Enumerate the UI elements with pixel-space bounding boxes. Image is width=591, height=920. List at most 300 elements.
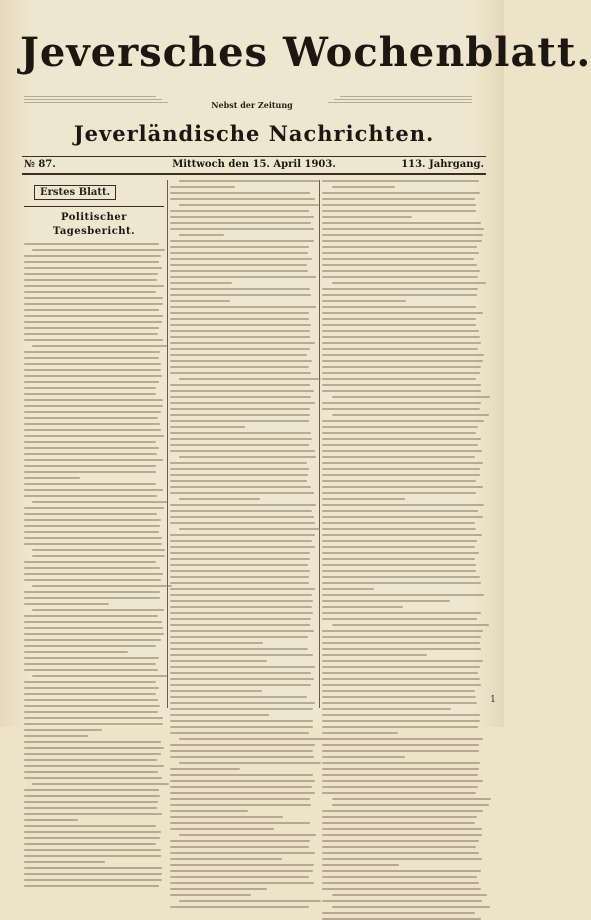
text-line xyxy=(24,102,168,103)
issue-line xyxy=(24,158,484,172)
text-line xyxy=(170,732,309,734)
text-line xyxy=(170,588,315,590)
text-line xyxy=(322,432,476,434)
rule-bottom xyxy=(22,173,486,175)
text-line xyxy=(24,261,159,263)
text-line xyxy=(170,414,310,416)
text-line xyxy=(24,771,158,773)
text-line xyxy=(170,258,312,260)
text-line xyxy=(170,624,310,626)
issue-year: 113. Jahrgang. xyxy=(401,159,484,170)
text-line xyxy=(170,450,315,452)
text-line xyxy=(24,465,156,467)
text-line xyxy=(24,657,159,659)
text-line xyxy=(24,603,109,605)
text-line xyxy=(32,783,169,785)
text-line xyxy=(170,324,311,326)
text-line xyxy=(170,540,312,542)
text-line xyxy=(170,570,310,572)
text-line xyxy=(170,270,308,272)
text-line xyxy=(170,870,313,872)
text-line xyxy=(179,180,319,182)
text-line xyxy=(24,477,80,479)
text-line xyxy=(24,579,161,581)
text-line xyxy=(170,858,282,860)
text-line xyxy=(24,693,156,695)
text-line xyxy=(170,798,310,800)
text-line xyxy=(170,522,315,524)
text-line xyxy=(322,312,483,314)
text-line xyxy=(170,504,316,506)
text-line xyxy=(170,708,313,710)
text-line xyxy=(170,216,314,218)
text-line xyxy=(322,750,479,752)
text-line xyxy=(322,240,482,242)
text-line xyxy=(170,360,312,362)
text-line xyxy=(170,210,309,212)
text-line xyxy=(322,588,374,590)
text-line xyxy=(24,489,163,491)
text-line xyxy=(170,468,309,470)
text-line xyxy=(170,654,313,656)
text-line xyxy=(332,396,490,398)
text-line xyxy=(322,870,481,872)
text-line xyxy=(332,282,486,284)
text-line xyxy=(170,198,315,200)
text-line xyxy=(32,585,172,587)
text-line xyxy=(322,486,483,488)
text-line xyxy=(170,648,308,650)
text-line xyxy=(322,888,481,890)
text-line xyxy=(24,723,163,725)
text-line xyxy=(170,780,315,782)
text-line xyxy=(322,600,450,602)
text-line xyxy=(179,900,321,902)
text-line xyxy=(24,591,160,593)
text-line xyxy=(24,303,163,305)
text-line xyxy=(24,495,157,497)
text-line xyxy=(170,546,315,548)
text-line xyxy=(322,450,482,452)
text-line xyxy=(24,843,156,845)
text-line xyxy=(170,474,308,476)
page-number: 1 xyxy=(490,695,496,705)
text-line xyxy=(322,234,483,236)
text-line xyxy=(24,621,162,623)
text-line xyxy=(24,807,157,809)
text-line xyxy=(24,681,156,683)
article-text xyxy=(170,180,316,908)
text-line xyxy=(322,900,482,902)
text-line xyxy=(170,330,310,332)
text-line xyxy=(170,558,310,560)
text-line xyxy=(170,366,309,368)
text-line xyxy=(170,720,313,722)
text-line xyxy=(322,570,476,572)
text-line xyxy=(179,234,224,236)
text-line xyxy=(170,774,313,776)
text-line xyxy=(322,198,475,200)
text-line xyxy=(170,228,314,230)
text-line xyxy=(170,192,310,194)
text-line xyxy=(322,822,475,824)
text-line xyxy=(322,582,481,584)
text-line xyxy=(170,252,308,254)
text-line xyxy=(322,558,475,560)
text-line xyxy=(322,330,479,332)
text-line xyxy=(24,393,156,395)
text-line xyxy=(322,528,476,530)
text-line xyxy=(322,546,475,548)
text-line xyxy=(322,606,403,608)
text-line xyxy=(322,660,483,662)
text-line xyxy=(322,564,476,566)
text-line xyxy=(24,429,161,431)
text-line xyxy=(322,492,476,494)
text-line xyxy=(322,180,479,182)
text-line xyxy=(24,483,156,485)
text-line xyxy=(322,882,479,884)
text-line xyxy=(24,291,156,293)
text-line xyxy=(322,288,478,290)
text-line xyxy=(24,285,164,287)
text-line xyxy=(322,672,478,674)
text-line xyxy=(24,813,162,815)
text-line xyxy=(322,228,484,230)
column-separator xyxy=(167,180,168,708)
text-line xyxy=(170,786,312,788)
text-line xyxy=(170,606,312,608)
text-line xyxy=(170,876,309,878)
text-line xyxy=(170,636,308,638)
text-line xyxy=(24,531,159,533)
text-line xyxy=(170,582,309,584)
text-line xyxy=(322,390,481,392)
text-line xyxy=(322,684,481,686)
text-line xyxy=(24,687,159,689)
text-line xyxy=(24,417,158,419)
supplement-note: Nebst der Zeitung xyxy=(211,100,293,110)
text-line xyxy=(170,492,314,494)
text-line xyxy=(24,279,157,281)
text-line xyxy=(24,669,158,671)
text-line xyxy=(170,792,315,794)
text-line xyxy=(24,729,102,731)
text-line xyxy=(24,333,158,335)
text-line xyxy=(322,408,480,410)
text-line xyxy=(24,399,163,401)
text-line xyxy=(24,315,163,317)
text-line xyxy=(24,309,159,311)
text-line xyxy=(24,513,157,515)
text-line xyxy=(170,714,269,716)
text-line xyxy=(24,645,156,647)
text-line xyxy=(179,378,322,380)
rule-top xyxy=(22,156,486,157)
text-line xyxy=(24,651,128,653)
text-line xyxy=(24,735,88,737)
text-line xyxy=(24,471,156,473)
advertising-info xyxy=(322,96,472,105)
text-line xyxy=(24,663,156,665)
text-line xyxy=(170,744,315,746)
text-line xyxy=(24,381,159,383)
text-line xyxy=(170,750,313,752)
text-line xyxy=(170,420,309,422)
text-line xyxy=(24,789,159,791)
text-line xyxy=(24,507,164,509)
text-line xyxy=(332,906,490,908)
text-line xyxy=(170,462,307,464)
text-line xyxy=(24,777,162,779)
text-line xyxy=(24,453,157,455)
column-1 xyxy=(24,180,164,710)
text-line xyxy=(322,246,477,248)
text-line xyxy=(24,831,161,833)
text-line xyxy=(322,816,477,818)
text-line xyxy=(322,696,476,698)
text-line xyxy=(322,336,480,338)
text-line xyxy=(322,378,476,380)
text-line xyxy=(170,726,313,728)
text-line xyxy=(24,819,78,821)
text-line xyxy=(170,438,312,440)
text-line xyxy=(322,360,483,362)
text-line xyxy=(24,639,161,641)
text-line xyxy=(170,894,251,896)
text-line xyxy=(24,273,158,275)
text-line xyxy=(170,402,315,404)
text-line xyxy=(322,726,478,728)
text-line xyxy=(24,321,162,323)
text-line xyxy=(170,384,310,386)
text-line xyxy=(32,675,168,677)
text-line xyxy=(24,711,158,713)
text-line xyxy=(322,264,477,266)
text-line xyxy=(170,576,309,578)
text-line xyxy=(322,540,477,542)
text-line xyxy=(322,192,480,194)
text-line xyxy=(24,339,163,341)
text-line xyxy=(24,885,159,887)
text-line xyxy=(170,696,307,698)
text-line xyxy=(322,306,476,308)
text-line xyxy=(179,456,317,458)
text-line xyxy=(170,534,315,536)
issue-date: Mittwoch den 15. April 1903. xyxy=(172,159,336,170)
text-line xyxy=(24,765,164,767)
text-line xyxy=(322,654,427,656)
text-line xyxy=(24,411,161,413)
text-line xyxy=(322,630,483,632)
text-line xyxy=(322,420,484,422)
section-badge: Erstes Blatt. xyxy=(34,185,116,200)
text-line xyxy=(179,528,321,530)
text-line xyxy=(24,861,105,863)
text-line xyxy=(170,684,311,686)
text-line xyxy=(322,768,479,770)
text-line xyxy=(322,300,406,302)
text-line xyxy=(24,759,157,761)
text-line xyxy=(340,96,472,97)
text-line xyxy=(170,882,314,884)
text-line xyxy=(24,747,164,749)
text-line xyxy=(170,300,230,302)
text-line xyxy=(322,510,478,512)
text-line xyxy=(24,99,162,100)
text-line xyxy=(334,99,472,100)
text-line xyxy=(24,387,156,389)
text-line xyxy=(170,372,311,374)
text-line xyxy=(322,834,482,836)
text-line xyxy=(322,522,475,524)
text-line xyxy=(332,624,489,626)
text-line xyxy=(170,642,263,644)
text-line xyxy=(179,738,323,740)
text-line xyxy=(170,480,307,482)
text-line xyxy=(170,264,307,266)
text-line xyxy=(322,786,478,788)
text-line xyxy=(322,774,478,776)
text-line xyxy=(322,342,481,344)
text-line xyxy=(170,342,315,344)
text-line xyxy=(170,612,313,614)
text-line xyxy=(322,792,476,794)
text-line xyxy=(322,534,482,536)
subscription-info xyxy=(24,96,174,105)
text-line xyxy=(170,678,314,680)
text-line xyxy=(322,876,477,878)
text-line xyxy=(170,666,315,668)
text-line xyxy=(24,405,163,407)
text-line xyxy=(322,720,480,722)
text-line xyxy=(170,222,311,224)
text-line xyxy=(322,552,479,554)
text-line xyxy=(332,414,489,416)
text-line xyxy=(170,804,311,806)
text-line xyxy=(24,597,160,599)
text-line xyxy=(322,852,479,854)
text-line xyxy=(170,660,267,662)
column-2 xyxy=(170,180,316,710)
text-line xyxy=(179,498,260,500)
text-line xyxy=(24,519,161,521)
text-line xyxy=(322,354,484,356)
text-line xyxy=(322,324,476,326)
text-line xyxy=(322,714,480,716)
text-line xyxy=(332,804,489,806)
text-line xyxy=(322,594,484,596)
text-line xyxy=(24,543,162,545)
text-line xyxy=(322,678,480,680)
text-line xyxy=(32,501,167,503)
text-line xyxy=(170,444,309,446)
text-line xyxy=(322,270,480,272)
text-line xyxy=(24,297,163,299)
text-line xyxy=(322,666,480,668)
text-line xyxy=(24,627,163,629)
text-line xyxy=(322,762,480,764)
text-line xyxy=(170,906,309,908)
text-line xyxy=(322,444,478,446)
text-line xyxy=(24,423,160,425)
text-line xyxy=(322,366,481,368)
text-line xyxy=(322,204,476,206)
text-line xyxy=(170,630,314,632)
text-line xyxy=(32,609,164,611)
text-line xyxy=(170,828,274,830)
column-separator xyxy=(319,180,320,708)
issue-number: № 87. xyxy=(24,159,56,170)
text-line xyxy=(322,318,476,320)
article-text xyxy=(24,243,164,887)
text-line xyxy=(322,348,478,350)
text-line xyxy=(24,699,158,701)
text-line xyxy=(24,753,161,755)
text-line xyxy=(332,186,395,188)
text-line xyxy=(32,249,164,251)
text-line xyxy=(170,408,310,410)
text-line xyxy=(170,852,315,854)
text-line xyxy=(24,795,160,797)
text-line xyxy=(322,642,480,644)
text-line xyxy=(179,834,317,836)
text-line xyxy=(24,537,162,539)
text-line xyxy=(322,402,481,404)
text-line xyxy=(24,96,156,97)
text-line xyxy=(24,363,161,365)
text-line xyxy=(170,840,310,842)
text-line xyxy=(322,648,481,650)
text-line xyxy=(322,456,475,458)
text-line xyxy=(322,708,451,710)
text-line xyxy=(322,474,480,476)
text-line xyxy=(170,282,232,284)
text-line xyxy=(170,348,310,350)
text-line xyxy=(322,222,481,224)
text-line xyxy=(170,306,316,308)
text-line xyxy=(32,555,164,557)
text-line xyxy=(322,810,483,812)
masthead-subtitle: Jeverländische Nachrichten. xyxy=(73,121,435,146)
text-line xyxy=(322,462,483,464)
text-line xyxy=(24,567,160,569)
text-line xyxy=(24,243,159,245)
text-line xyxy=(170,294,311,296)
text-line xyxy=(24,459,163,461)
text-line xyxy=(322,690,475,692)
text-line xyxy=(322,498,405,500)
text-line xyxy=(322,468,480,470)
text-line xyxy=(170,600,313,602)
text-line xyxy=(170,702,315,704)
text-line xyxy=(170,426,245,428)
text-line xyxy=(170,510,312,512)
text-line xyxy=(322,438,481,440)
text-line xyxy=(322,828,482,830)
text-line xyxy=(322,612,481,614)
text-line xyxy=(24,441,156,443)
text-line xyxy=(322,756,405,758)
text-line xyxy=(170,768,240,770)
text-line xyxy=(322,780,483,782)
text-line xyxy=(322,840,479,842)
text-line xyxy=(24,873,162,875)
text-line xyxy=(24,615,158,617)
text-line xyxy=(170,396,311,398)
text-line xyxy=(170,816,283,818)
text-line xyxy=(170,672,311,674)
